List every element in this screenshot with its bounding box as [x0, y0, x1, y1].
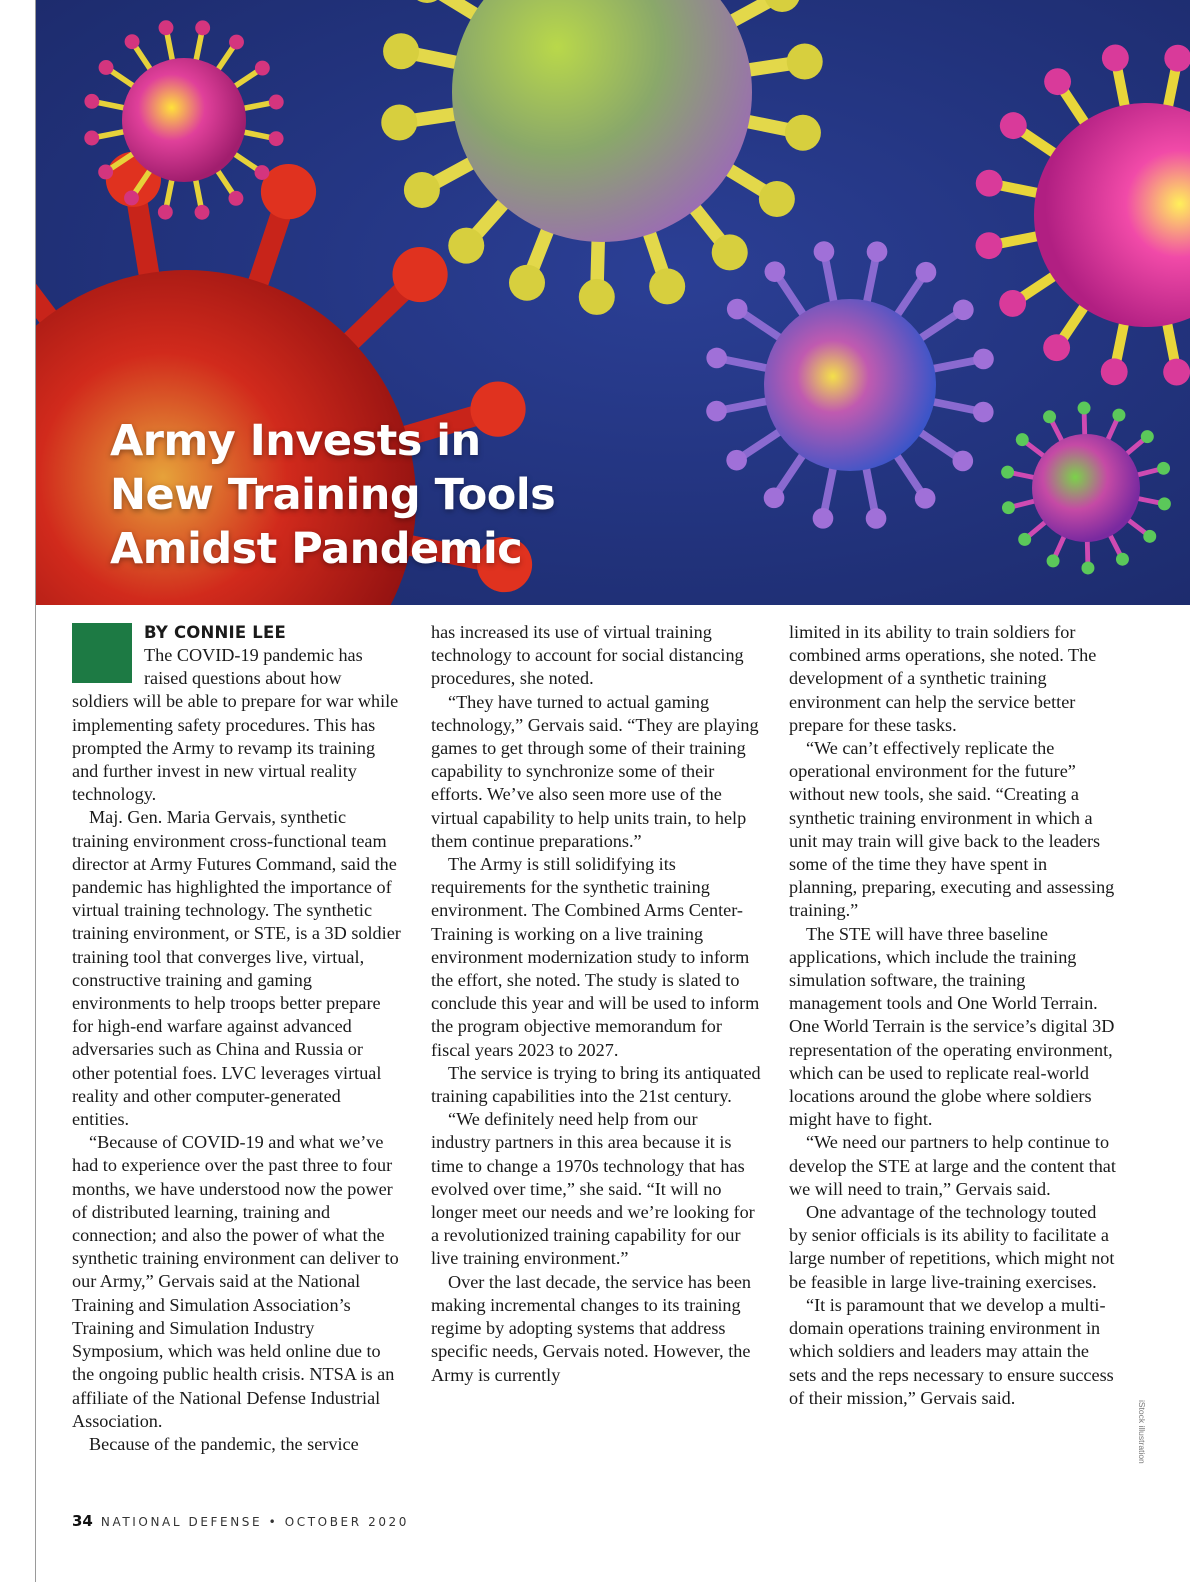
article-column-1: [72, 621, 402, 1456]
paragraph: Maj. Gen. Maria Gervais, synthetic training environment cross-functional team director at Army Futures Command, said the pandemic has highlighted the importance of virtual training technology. The synthetic training environment, or STE, is a 3D soldier training tool that converges live, virtual, constructive training and gaming environments to help troops better prepare for high-end warfare against advanced adversaries such as China and Russia or other potential foes. LVC leverages virtual reality and other computer-generated entities.: [72, 807, 401, 1130]
paragraph: “Because of COVID-19 and what we’ve had to experience over the past three to four months, we have understood now the power of distributed learning, training and connection; and also the power of what the synthetic training environment can deliver to our Army,” Gervais said at the National Training and Simulation Association’s Training and Simulation Industry Symposium, which was held online due to the ongoing public health crisis. NTSA is an affiliate of the National Defense Industrial Association.: [72, 1132, 399, 1431]
paragraph: “We can’t effectively replicate the operational environment for the future” without new tools, she said. “Creating a synthetic training environment in which a unit may train will give back to the leaders some of the time they have spent in planning, preparing, executing and assessing training.”: [789, 738, 1115, 921]
page-number: 34: [72, 1512, 93, 1530]
publication-info: NATIONAL DEFENSE • OCTOBER 2020: [100, 1515, 410, 1529]
paragraph: The Army is still solidifying its requirements for the synthetic training environment. The Combined Arms Center-Training is working on a live training environment modernization study to inform the effort, she noted. The study is slated to conclude this year and will be used to inform the program objective memorandum for fiscal years 2023 to 2027.: [431, 854, 760, 1060]
article-column-3: [789, 621, 1119, 1410]
green-purple-virus: [381, 0, 822, 315]
paragraph: has increased its use of virtual training technology to account for social distancing procedures, she noted.: [431, 622, 744, 689]
headline-line-2: New Training Tools: [110, 470, 556, 520]
paragraph: One advantage of the technology touted by senior officials is its ability to facilitate a large number of repetitions, which might not be feasible in large live-training exercises.: [789, 1202, 1115, 1292]
magenta-virus: [976, 45, 1190, 386]
paragraph: The STE will have three baseline applications, which include the training simulation software, the training management tools and One World Terrain. One World Terrain is the service’s digital 3D representation of the operating environment, which can be used to replicate real-world locations around the globe where soldiers might have to fight.: [789, 923, 1115, 1130]
paragraph: Because of the pandemic, the service: [89, 1433, 359, 1454]
paragraph: “We definitely need help from our industry partners in this area because it is time to change a 1970s technology that has evolved over time,” she said. “It will no longer meet our needs and we’re looking for a revolutionized training capability for our live training environment.”: [431, 1109, 755, 1269]
byline: BY CONNIE LEE: [144, 623, 286, 642]
paragraph: The COVID-19 pandemic has raised questions about how soldiers will be able to prepare for war while implementing safety procedures. This has prompted the Army to revamp its training and further invest in new virtual reality technology.: [72, 645, 399, 805]
paragraph: Over the last decade, the service has been making incremental changes to its training regime by adopting systems that address specific needs, Gervais noted. However, the Army is currently: [431, 1271, 751, 1385]
section-marker-block: [72, 623, 132, 683]
headline-line-3: Amidst Pandemic: [110, 524, 523, 574]
page-footer: [72, 1512, 409, 1530]
article-column-2: [431, 621, 761, 1387]
article-headline: [110, 414, 555, 576]
headline-line-1: Army Invests in: [110, 416, 481, 466]
image-credit: iStock illustration: [1137, 1400, 1147, 1464]
hero-illustration: [36, 0, 1190, 605]
paragraph: “They have turned to actual gaming technology,” Gervais said. “They are playing games to get through some of their training capability to synchronize some of their efforts. We’ve also seen more use of the virtual capability to help units train, to help them continue preparations.”: [431, 691, 759, 851]
paragraph: limited in its ability to train soldiers for combined arms operations, she noted. The development of a synthetic training environment can help the service better prepare for these tasks.: [789, 622, 1097, 735]
paragraph: “It is paramount that we develop a multi-domain operations training environment in which soldiers and leaders may attain the sets and the reps necessary to ensure success of their mission,” Gervais said.: [789, 1294, 1114, 1408]
paragraph: The service is trying to bring its antiquated training capabilities into the 21st century.: [431, 1062, 761, 1107]
paragraph: “We need our partners to help continue to develop the STE at large and the content that we will need to train,” Gervais said.: [789, 1132, 1116, 1199]
blue-virus: [706, 241, 994, 529]
small-green-virus: [1001, 402, 1171, 575]
